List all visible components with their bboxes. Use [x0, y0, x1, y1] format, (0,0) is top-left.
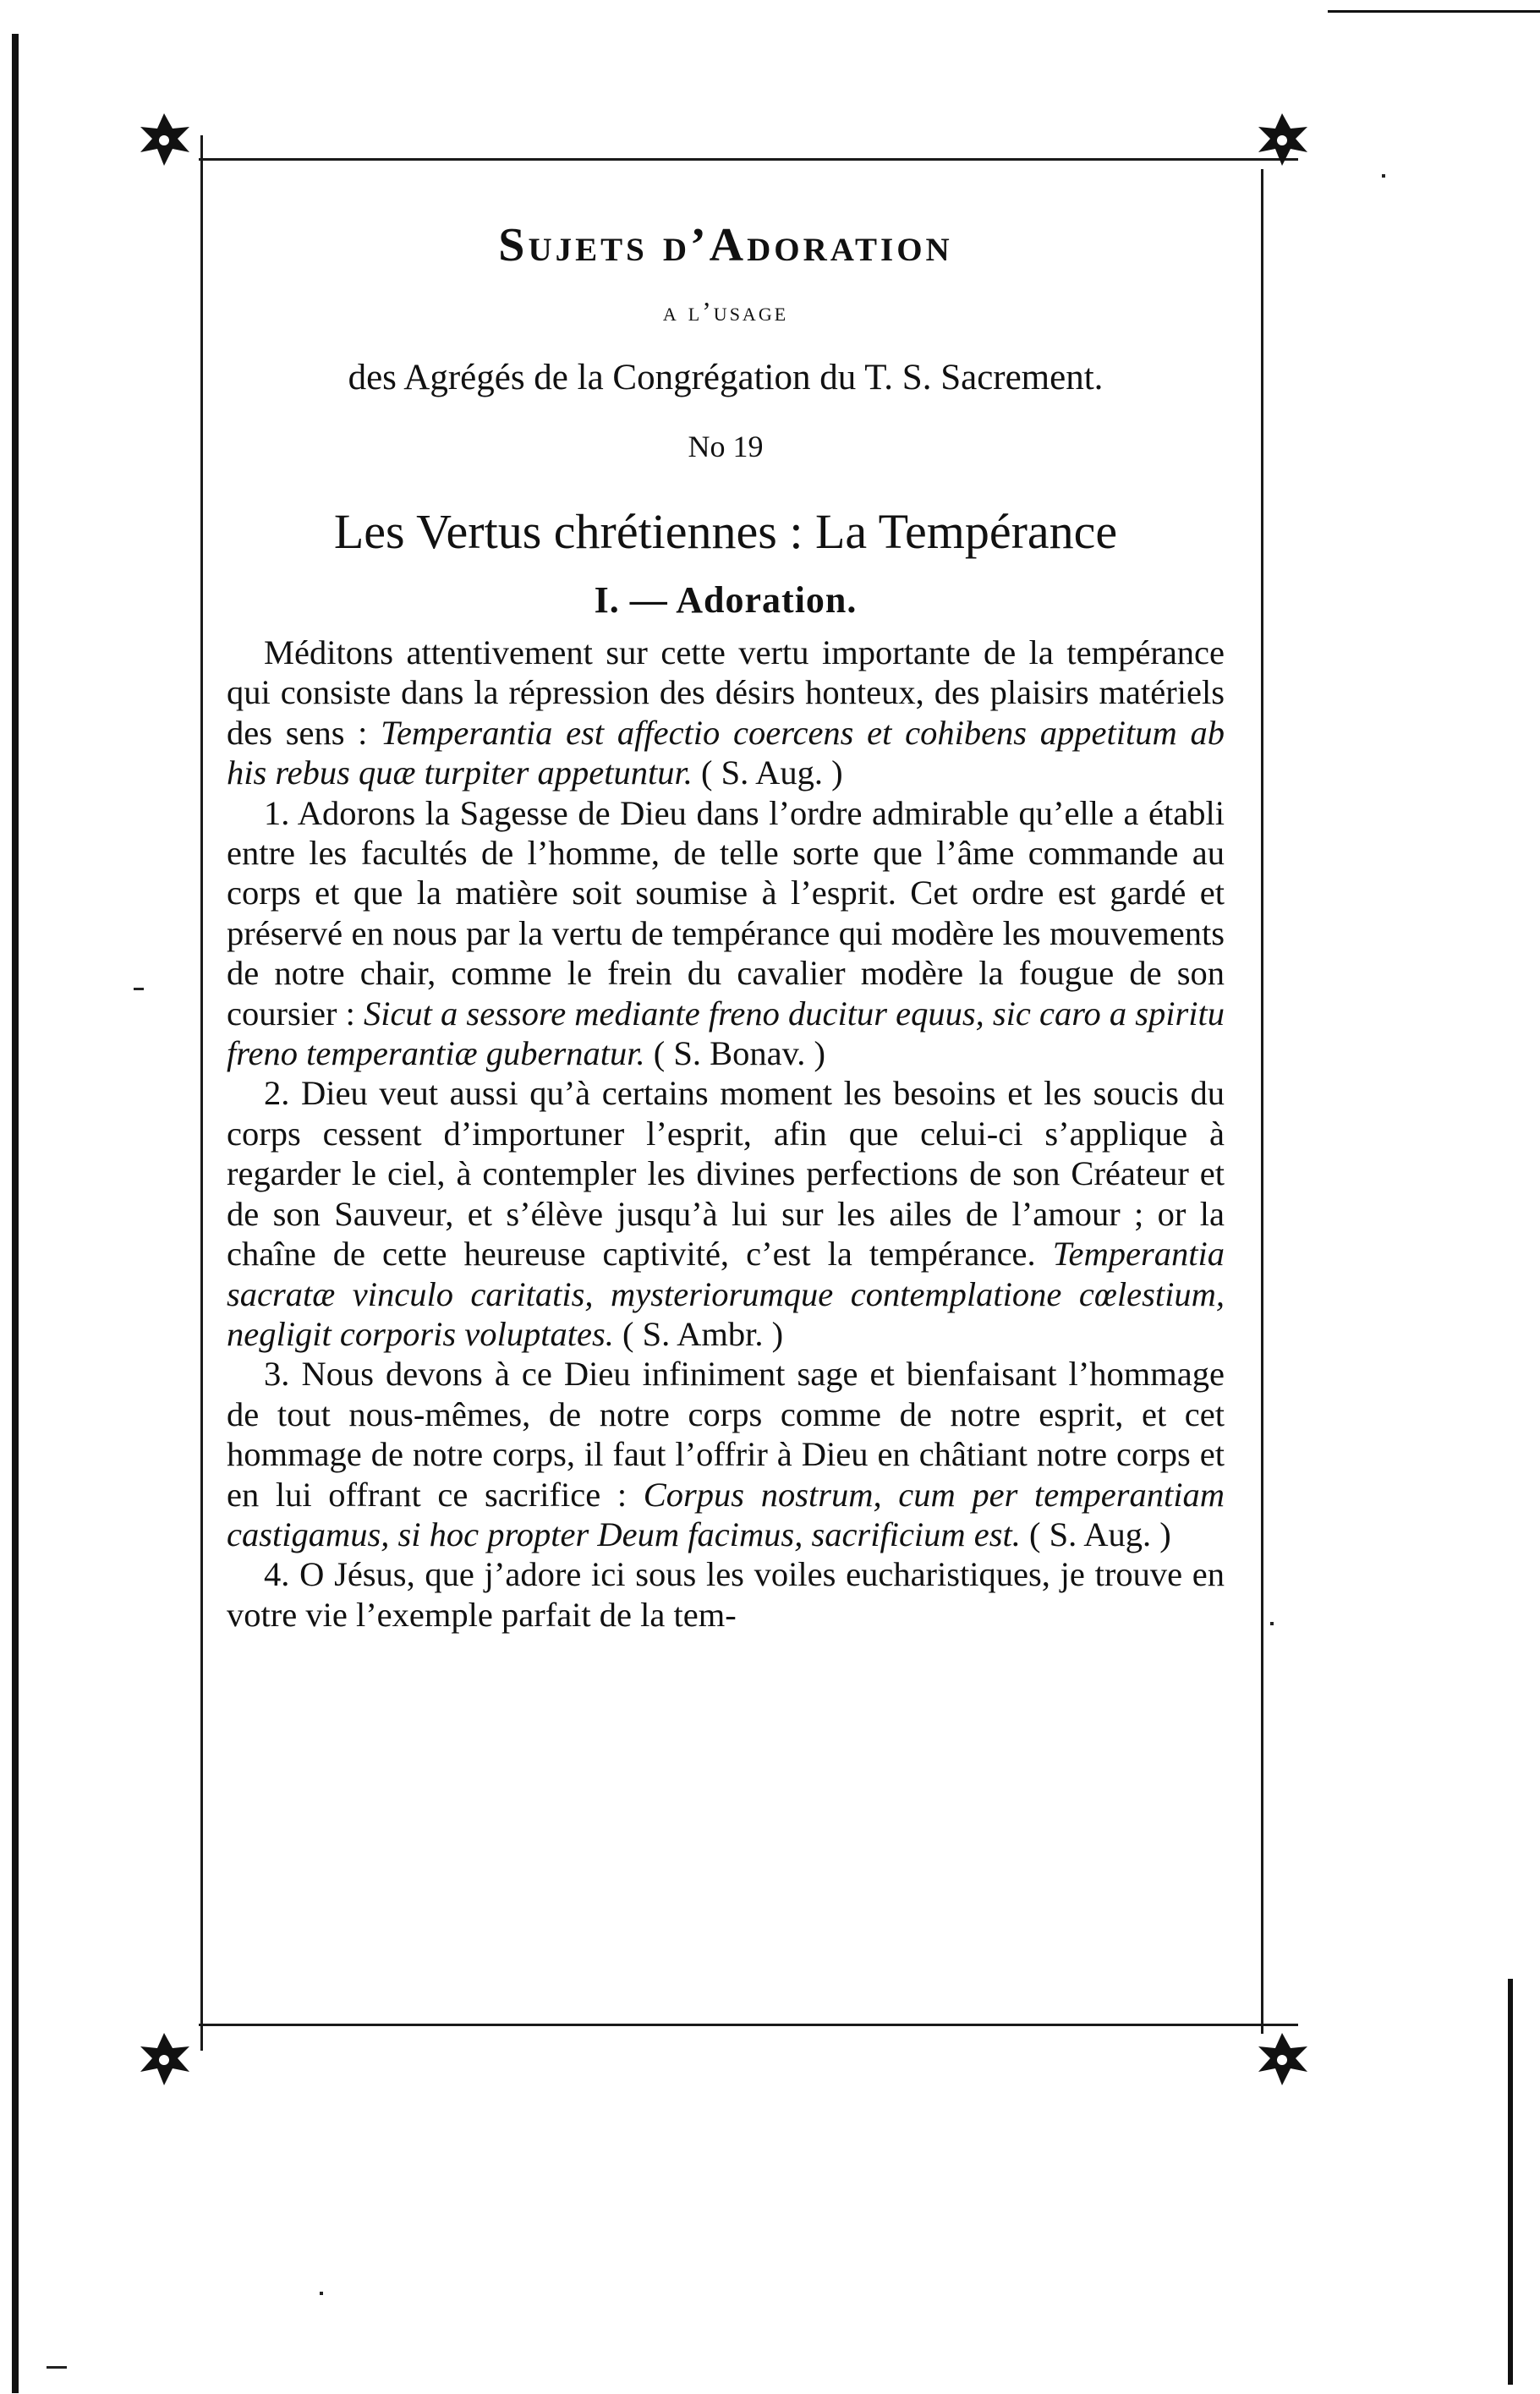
scan-speck — [47, 2366, 67, 2369]
body-text — [227, 633, 1225, 1635]
scan-speck — [320, 2292, 323, 2295]
page-subtitle: a l’usage — [662, 296, 789, 326]
paragraph-text: 4. O Jésus, que j’adore ici sous les voiles eucharistiques, je trouve en votre vie l’exemple parfait de la tem- — [227, 1555, 1225, 1634]
latin-quote: Corpus nostrum, cum per temperantiam castigamus, si hoc propter Deum facimus, sacrificium est. — [227, 1475, 1225, 1553]
paragraph-text: Méditons attentivement sur cette vertu importante de la tempérance qui consiste dans la répression des désirs honteux, des plaisirs matériels des sens : — [227, 633, 1225, 752]
citation: ( S. Aug. ) — [1020, 1515, 1171, 1553]
scan-speck — [1382, 174, 1385, 178]
page-content — [227, 211, 1225, 1635]
frame-bottom-rule — [199, 2024, 1298, 2026]
scan-edge-bar-left — [12, 34, 19, 2393]
frame-left-rule — [200, 135, 203, 2051]
page-title: Sujets d’Adoration — [498, 219, 953, 271]
corner-ornament-icon — [1252, 110, 1313, 171]
latin-quote: Temperantia est affectio coercens et cohibens appetitum ab his rebus quæ turpiter appetuntur. — [227, 713, 1225, 792]
corner-ornament-icon — [134, 110, 195, 171]
paragraph — [227, 633, 1225, 793]
paragraph — [227, 1554, 1225, 1635]
corner-ornament-icon — [134, 2030, 195, 2090]
section-heading: Les Vertus chrétiennes : La Tempérance — [333, 504, 1118, 559]
frame-top-rule — [199, 158, 1298, 161]
latin-quote: Temperantia sacratæ vinculo caritatis, mysteriorumque contemplatione cœlestium, negligit corporis voluptates. — [227, 1235, 1225, 1353]
citation: ( S. Aug. ) — [692, 753, 843, 792]
corner-ornament-icon — [1252, 2030, 1313, 2090]
citation: ( S. Ambr. ) — [613, 1314, 784, 1353]
paragraph — [227, 793, 1225, 1074]
citation: ( S. Bonav. ) — [644, 1034, 825, 1073]
latin-quote: Sicut a sessore mediante freno ducitur equus, sic caro a spiritu freno temperantiæ gubernatur. — [227, 994, 1225, 1073]
page-intro: des Agrégés de la Congrégation du T. S. Sacrement. — [348, 358, 1104, 397]
scan-speck — [134, 988, 144, 990]
paragraph-text: 3. Nous devons à ce Dieu infiniment sage et bienfaisant l’hommage de tout nous-mêmes, de notre corps comme de notre esprit, et cet hommage de notre corps, il faut l’offrir à Dieu en châtiant notre corps et en lui offrant ce sacrifice : — [227, 1355, 1225, 1514]
frame-right-rule — [1261, 169, 1263, 2034]
scan-speck — [1270, 1622, 1274, 1625]
scan-edge-bar-right — [1508, 1979, 1513, 2385]
paragraph — [227, 1073, 1225, 1354]
paragraph-text: 1. Adorons la Sagesse de Dieu dans l’ordre admirable qu’elle a établi entre les facultés de l’homme, de telle sorte que l’âme commande au corps et que la matière soit soumise à l’esprit. Cet ordre est gardé et préservé en nous par la vertu de tempérance qui modère les mouvements de notre chair, comme le frein du cavalier modère la fougue de son coursier : — [227, 793, 1225, 1033]
issue-number: No 19 — [688, 430, 764, 463]
paragraph-text: 2. Dieu veut aussi qu’à certains moment les besoins et les soucis du corps cessent d’importuner l’esprit, afin que celui-ci s’applique à regarder le ciel, à contempler les divines perfections de son Créateur et de son Sauveur, et s’élève jusqu’à lui sur les ailes de l’amour ; or la chaîne de cette heureuse captivité, c’est la tempérance. — [227, 1074, 1225, 1274]
scan-edge-rule — [1328, 10, 1540, 13]
section-title: I. — Adoration. — [594, 579, 858, 621]
paragraph — [227, 1354, 1225, 1554]
